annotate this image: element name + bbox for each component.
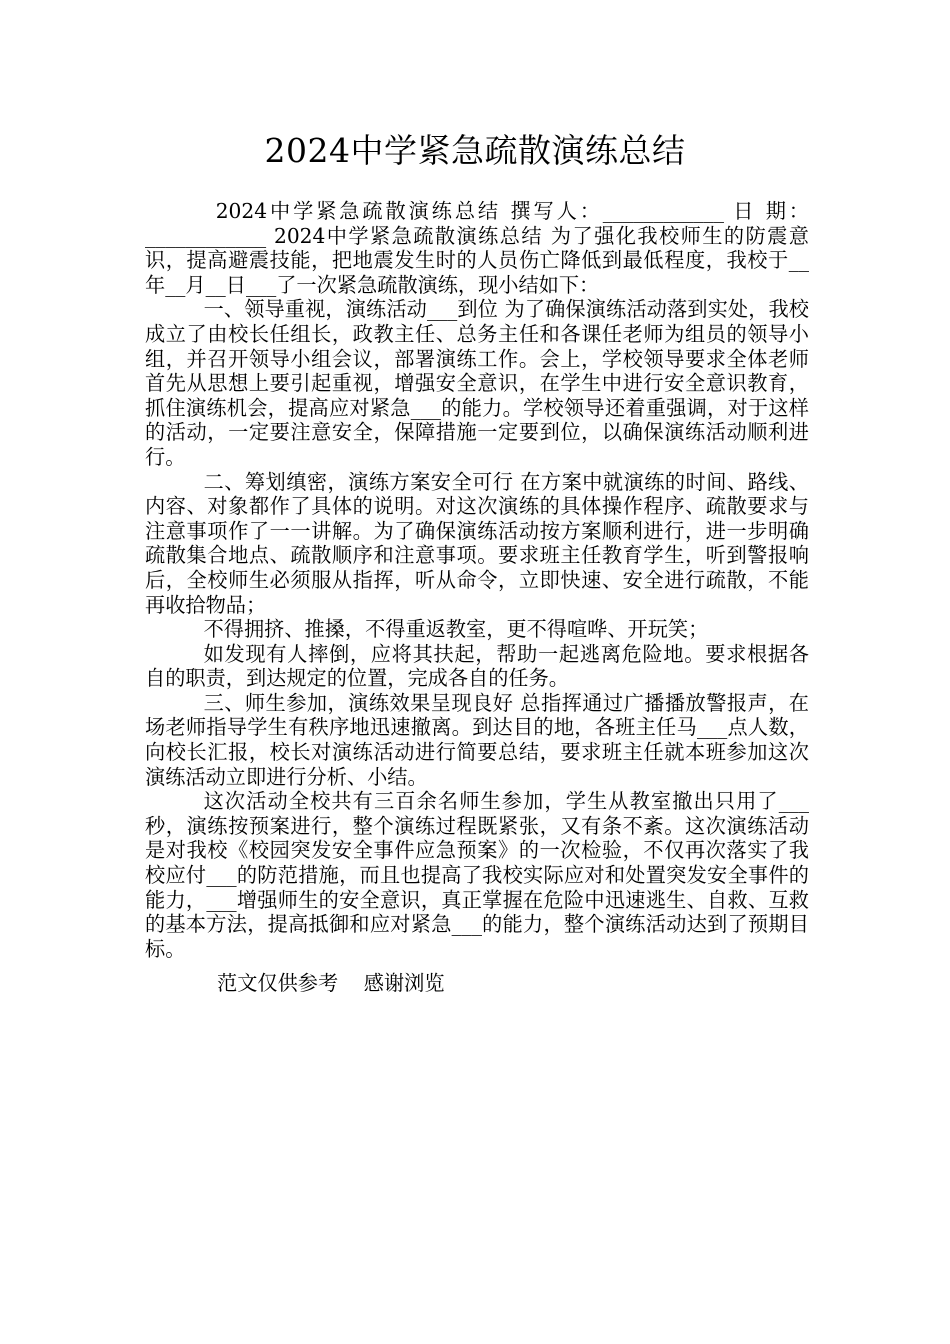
paragraph-conclusion: 这次活动全校共有三百余名师生参加，学生从教室撤出只用了___秒，演练按预案进行，整个演练过程既紧张，又有条不紊。这次演练活动是对我校《校园突发安全事件应急预案》的一次检验，不仅再次落实了我校应付___的防范措施，而且也提高了我校实际应对和处置突发安全事件的能力，___增强师生的安全意识，真正掌握在危险中迅速逃生、自救、互救的基本方法，提高抵御和应对紧急___的能力，整个演练活动达到了预期目标。 bbox=[145, 789, 809, 961]
document-title: 2024中学紧急疏散演练总结 bbox=[264, 131, 686, 170]
document-footer: 范文仅供参考 感谢浏览 bbox=[217, 971, 445, 995]
paragraph-section-2: 二、筹划缜密，演练方案安全可行 在方案中就演练的时间、路线、内容、对象都作了具体的说明。对这次演练的具体操作程序、疏散要求与注意事项作了一一讲解。为了确保演练活动按方案顺利进行，进一步明确疏散集合地点、疏散顺序和注意事项。要求班主任教育学生，听到警报响后，全校师生必须服从指挥，听从命令，立即快速、安全进行疏散，不能再收拾物品； bbox=[145, 469, 809, 617]
paragraph-section-1: 一、领导重视，演练活动___到位 为了确保演练活动落到实处，我校成立了由校长任组长，政教主任、总务主任和各课任老师为组员的领导小组，并召开领导小组会议，部署演练工作。会上，学校领导要求全体老师首先从思想上要引起重视，增强安全意识，在学生中进行安全意识教育，抓住演练机会，提高应对紧急___的能力。学校领导还着重强调，对于这样的活动，一定要注意安全，保障措施一定要到位，以确保演练活动顺利进行。 bbox=[145, 297, 809, 469]
paragraph-rule-crowding: 不得拥挤、推搡，不得重返教室，更不得喧哗、开玩笑； bbox=[203, 617, 709, 642]
document-body bbox=[145, 199, 809, 961]
paragraph-rule-falls: 如发现有人摔倒，应将其扶起，帮助一起逃离危险地。要求根据各自的职责，到达规定的位置，完成各自的任务。 bbox=[145, 641, 809, 691]
paragraph-intro: 2024中学紧急疏散演练总结 撰写人：____________ 日 期：____________ 2024中学紧急疏散演练总结 为了强化我校师生的防震意识，提高避震技能，把地震发生时的人员伤亡降低到最低程度，我校于__年__月__日___了一次紧急疏散演练，现小结如下： bbox=[145, 199, 809, 297]
paragraph-section-3: 三、师生参加，演练效果呈现良好 总指挥通过广播播放警报声，在场老师指导学生有秩序地迅速撤离。到达目的地，各班主任马___点人数，向校长汇报，校长对演练活动进行简要总结，要求班主任就本班参加这次演练活动立即进行分析、小结。 bbox=[145, 690, 809, 789]
